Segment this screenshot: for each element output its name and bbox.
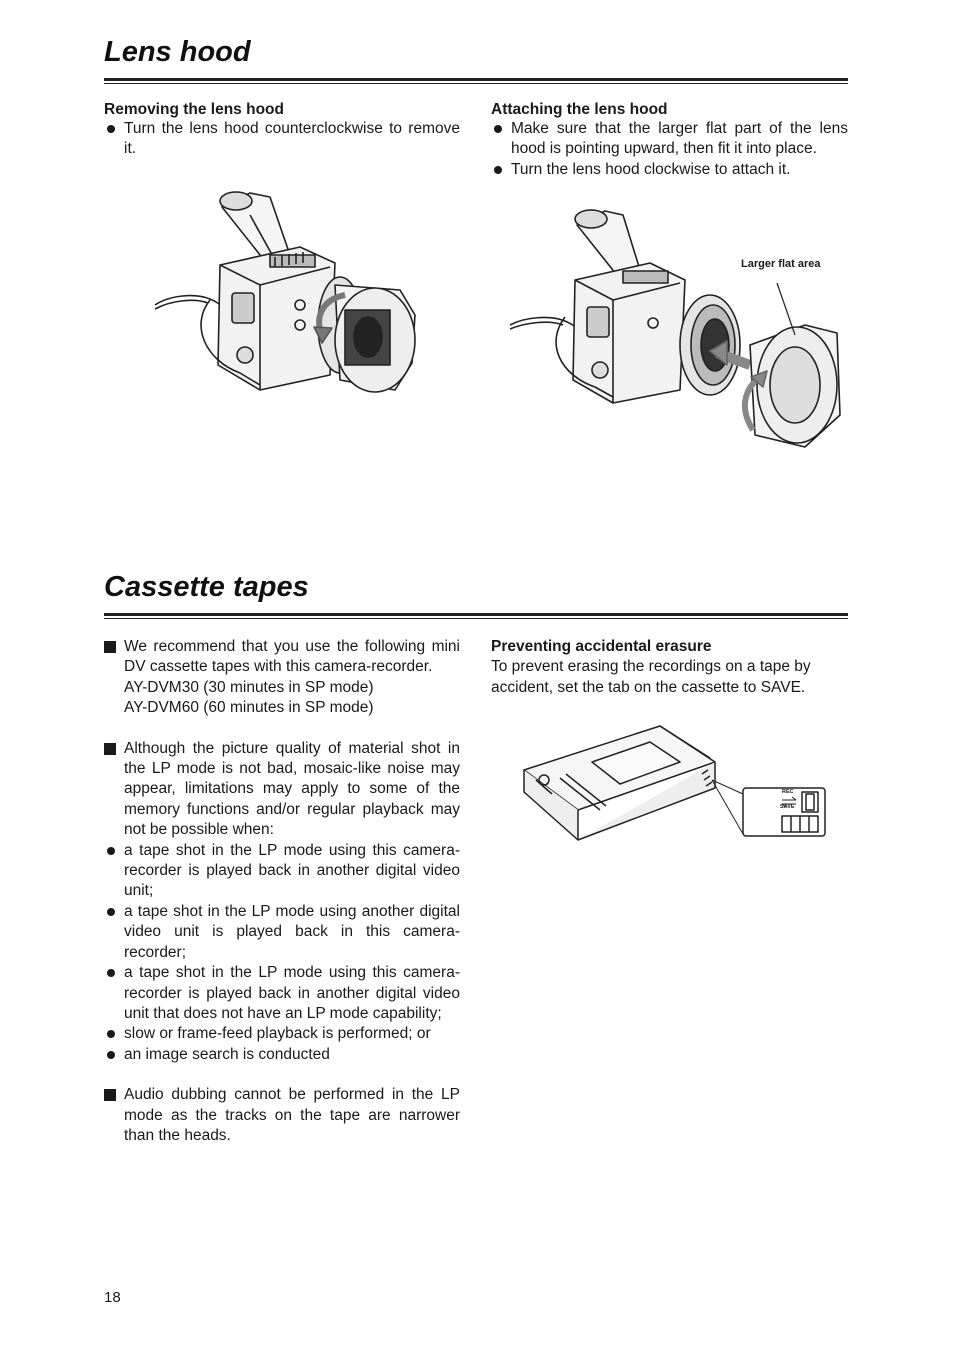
- camera-attaching-hood-illustration: [505, 205, 845, 455]
- erasure-prevention-block: [491, 637, 848, 698]
- cassette-tapes-title: Cassette tapes: [104, 571, 309, 603]
- lp-mode-notice: [104, 739, 460, 841]
- bullet-icon: [107, 969, 115, 977]
- tape-model-1: AY-DVM30 (30 minutes in SP mode): [124, 678, 374, 696]
- bullet-icon: [107, 847, 115, 855]
- square-bullet-icon: [104, 1089, 116, 1101]
- list-item: Make sure that the larger flat part of the lens hood is pointing upward, then fit it into place.: [491, 119, 848, 160]
- cassette-tapes-rule: [104, 613, 848, 616]
- list-item: a tape shot in the LP mode using this camera-recorder is played back in another digital video unit that does not have an LP mode capability;: [104, 963, 460, 1024]
- camera-removing-hood-illustration: [150, 185, 425, 405]
- lens-hood-title: Lens hood: [104, 36, 251, 68]
- list-item: an image search is conducted: [104, 1045, 460, 1065]
- bullet-icon: [494, 125, 502, 133]
- page-number: 18: [104, 1289, 121, 1306]
- lp-mode-conditions: [104, 841, 460, 1065]
- list-item: Although the picture quality of material shot in the LP mode is not bad, mosaic-like noise may appear, limitations may apply to some of the memory functions and/or regular playback may not be possible when:: [104, 739, 460, 841]
- removing-bullets: [104, 119, 460, 160]
- bullet-icon: [107, 1051, 115, 1059]
- bullet-icon: [107, 1030, 115, 1038]
- mini-dv-cassette-illustration: [520, 722, 830, 852]
- tape-model-2: AY-DVM60 (60 minutes in SP mode): [124, 699, 374, 717]
- list-item: Turn the lens hood counterclockwise to remove it.: [104, 119, 460, 160]
- attaching-lens-hood-block: [491, 101, 848, 180]
- square-bullet-icon: [104, 641, 116, 653]
- lens-hood-rule: [104, 78, 848, 81]
- removing-heading: Removing the lens hood: [104, 101, 284, 118]
- square-bullet-icon: [104, 743, 116, 755]
- erasure-heading: Preventing accidental erasure: [491, 638, 712, 655]
- removing-lens-hood-block: [104, 101, 460, 160]
- list-item: Turn the lens hood clockwise to attach it.: [491, 160, 848, 180]
- attaching-heading: Attaching the lens hood: [491, 101, 668, 118]
- bullet-icon: [107, 908, 115, 916]
- bullet-icon: [107, 125, 115, 133]
- attaching-bullets: [491, 119, 848, 180]
- bullet-icon: [494, 166, 502, 174]
- save-label: SAVE: [780, 804, 795, 810]
- cassette-left-column: [104, 637, 460, 1146]
- erasure-text: To prevent erasing the recordings on a tape by accident, set the tab on the cassette to SAVE.: [491, 658, 811, 696]
- rec-label: REC: [782, 789, 794, 795]
- list-item: slow or frame-feed playback is performed; or: [104, 1024, 460, 1044]
- list-item: Audio dubbing cannot be performed in the LP mode as the tracks on the tape are narrower than the heads.: [104, 1085, 460, 1146]
- list-item: a tape shot in the LP mode using another digital video unit is played back in this camera-recorder;: [104, 902, 460, 963]
- larger-flat-area-label: Larger flat area: [741, 258, 821, 270]
- list-item: a tape shot in the LP mode using this camera-recorder is played back in another digital video unit;: [104, 841, 460, 902]
- recommendation-list: [104, 637, 460, 678]
- list-item: We recommend that you use the following mini DV cassette tapes with this camera-recorder.: [104, 637, 460, 678]
- audio-dubbing-notice: [104, 1085, 460, 1146]
